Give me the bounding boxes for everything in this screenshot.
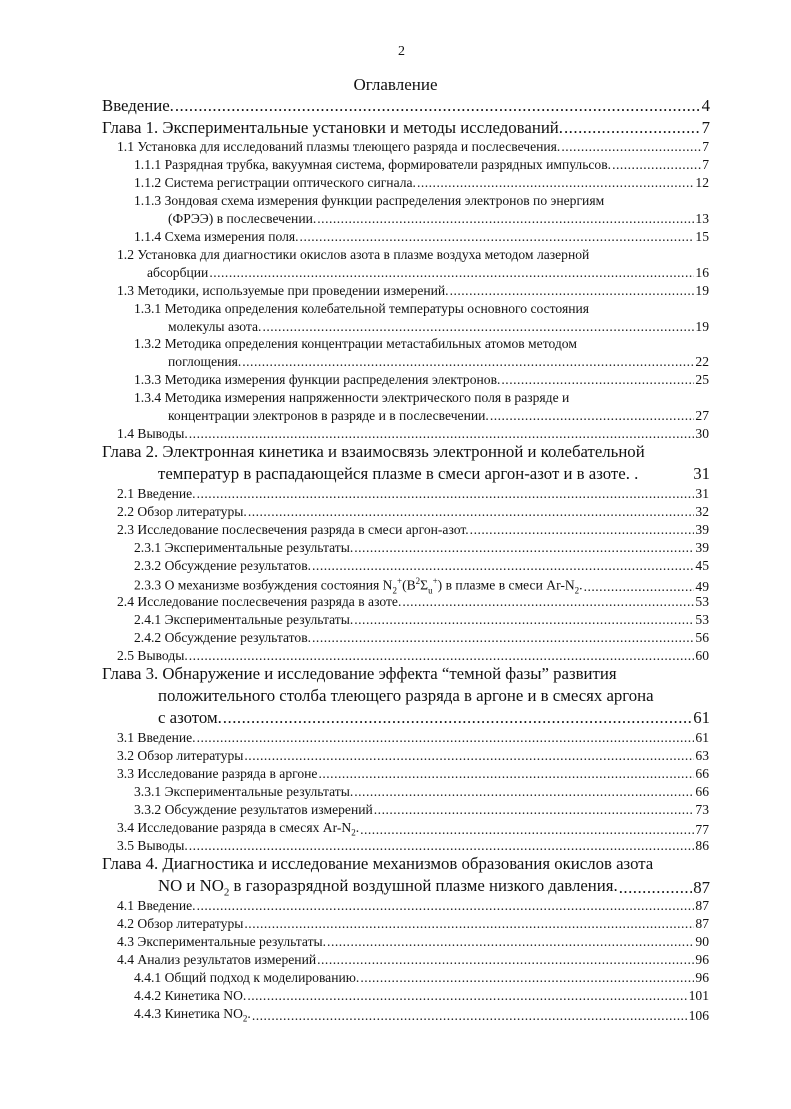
- dot-leader: [612, 157, 701, 173]
- toc-entry-page: 31: [695, 486, 709, 501]
- subscript: 2: [392, 585, 397, 596]
- toc-entry-4-4-2[interactable]: [134, 988, 709, 1004]
- label-text: ) в плазме в смеси Ar-N: [437, 577, 575, 593]
- toc-entry-4-4-1[interactable]: [134, 970, 709, 986]
- dot-leader: [312, 558, 694, 574]
- toc-entry-label: 1.4 Выводы.: [117, 426, 188, 441]
- toc-entry-page: 39: [695, 522, 709, 537]
- dot-leader: [197, 486, 695, 502]
- toc-entry-label: [134, 576, 583, 595]
- toc-entry-4-3[interactable]: [117, 934, 709, 950]
- toc-entry-page: 61: [693, 708, 710, 727]
- toc-entry-chapter-4-line1[interactable]: [102, 854, 710, 874]
- dot-leader: [189, 838, 695, 854]
- toc-entry-2-4[interactable]: [117, 594, 709, 610]
- toc-entry-label: 1.3.1 Методика определения колебательной температуры основного состояния: [134, 301, 590, 316]
- toc-entry-chapter-1[interactable]: [102, 118, 710, 138]
- dot-leader: [318, 766, 694, 782]
- toc-entry-page: 39: [695, 540, 709, 555]
- toc-entry-page: 32: [695, 504, 709, 519]
- toc-entry-label: 4.4.1 Общий подход к моделированию.: [134, 970, 360, 985]
- toc-entry-1-2-line2[interactable]: [147, 265, 709, 281]
- subscript: 2: [242, 1013, 248, 1024]
- label-text: в газоразрядной воздушной плазме низкого давления.: [229, 876, 618, 895]
- toc-entry-page: 13: [695, 211, 709, 226]
- subscript: 2: [223, 886, 230, 899]
- dot-leader: [197, 898, 695, 914]
- toc-entry-label: [158, 876, 618, 898]
- toc-entry-label: 1.1 Установка для исследований плазмы тлеющего разряда и послесвечения.: [117, 139, 561, 154]
- toc-entry-1-3-1-line1[interactable]: [134, 301, 709, 317]
- dot-leader: [561, 139, 701, 155]
- dot-leader: [312, 630, 694, 646]
- toc-entry-1-3-2-line2[interactable]: [168, 354, 709, 370]
- toc-entry-page: 60: [695, 648, 709, 663]
- toc-entry-label: Введение.: [102, 96, 174, 115]
- toc-entry-3-1[interactable]: [117, 730, 709, 746]
- label-text: (B: [402, 577, 416, 593]
- toc-entry-2-2[interactable]: [117, 504, 709, 520]
- dot-leader: [317, 952, 694, 968]
- toc-entry-page: 87: [695, 898, 709, 913]
- toc-entry-label: 2.3 Исследование послесвечения разряда в смеси аргон-азот.: [117, 522, 469, 537]
- toc-entry-chapter-2-line2[interactable]: [158, 464, 710, 484]
- toc-entry-1-1-4[interactable]: [134, 229, 709, 245]
- toc-entry-page: 96: [695, 952, 709, 967]
- toc-entry-page: 45: [695, 558, 709, 573]
- dot-leader: [354, 612, 694, 628]
- toc-entry-1-2-line1[interactable]: [117, 247, 709, 263]
- toc-entry-label: положительного столба тлеющего разряда в аргоне и в смесях аргона: [158, 686, 654, 705]
- toc-entry-label: 2.3.1 Экспериментальные результаты.: [134, 540, 354, 555]
- dot-leader: [374, 802, 695, 818]
- toc-entry-label: 4.2 Обзор литературы: [117, 916, 244, 931]
- toc-entry-label: 3.3.2 Обсуждение результатов измерений: [134, 802, 373, 817]
- toc-entry-page: 49: [695, 579, 709, 595]
- toc-entry-page: 53: [695, 612, 709, 627]
- toc-entry-page: 27: [695, 408, 709, 423]
- toc-entry-label: температур в распадающейся плазме в смеси аргон-азот и в азоте. .: [158, 464, 639, 483]
- toc-entry-label: 1.1.4 Схема измерения поля.: [134, 229, 299, 244]
- toc-entry-2-3-2[interactable]: [134, 558, 709, 574]
- toc-entry-label: абсорбции: [147, 265, 209, 280]
- label-text: .: [355, 820, 360, 835]
- dot-leader: [209, 265, 694, 281]
- toc-entry-label: [134, 1006, 251, 1024]
- dot-leader: [619, 878, 693, 898]
- toc-entry-page: 66: [695, 766, 709, 781]
- toc-entry-page: 15: [695, 229, 709, 244]
- superscript: +: [432, 576, 438, 586]
- dot-leader: [402, 594, 694, 610]
- toc-entry-3-4[interactable]: [117, 820, 709, 838]
- toc-entry-page: 7: [702, 157, 709, 172]
- toc-entry-label: 2.4.2 Обсуждение результатов.: [134, 630, 312, 645]
- dot-leader: [360, 970, 694, 986]
- dot-leader: [470, 522, 695, 538]
- label-text: 3.4 Исследование разряда в смесях Ar-N: [117, 820, 352, 835]
- toc-entry-chapter-2-line1[interactable]: [102, 442, 710, 462]
- toc-entry-page: 16: [695, 265, 709, 280]
- dot-leader: [490, 408, 695, 424]
- toc-entry-1-3-4-line1[interactable]: [134, 390, 709, 406]
- toc-title: Оглавление: [353, 75, 438, 94]
- toc-entry-label: Глава 3. Обнаружение и исследование эффекта “темной фазы” развития: [102, 664, 617, 683]
- dot-leader: [317, 211, 694, 227]
- toc-entry-chapter-3-line1[interactable]: [102, 664, 710, 684]
- toc-entry-label: 1.1.1 Разрядная трубка, вакуумная система, формирователи разрядных импульсов.: [134, 157, 612, 172]
- toc-entry-label: 3.3.1 Экспериментальные результаты.: [134, 784, 354, 799]
- toc-entry-label: 1.3 Методики, используемые при проведении измерений.: [117, 283, 449, 298]
- toc-entry-2-1[interactable]: [117, 486, 709, 502]
- toc-entry-3-3-1[interactable]: [134, 784, 709, 800]
- toc-entry-label: молекулы азота.: [168, 319, 262, 334]
- label-text: 2.3.3 О механизме возбуждения состояния N: [134, 577, 393, 593]
- toc-entry-1-1-1[interactable]: [134, 157, 709, 173]
- toc-entry-page: 87: [695, 916, 709, 931]
- toc-entry-page: 7: [701, 118, 710, 137]
- subscript: 2: [574, 585, 580, 596]
- toc-entry-page: 7: [702, 139, 709, 154]
- toc-entry-label: Глава 2. Электронная кинетика и взаимосвязь электронной и колебательной: [102, 442, 645, 461]
- toc-entry-label: 1.3.4 Методика измерения напряженности электрического поля в разряде и: [134, 390, 570, 405]
- dot-leader: [189, 648, 695, 664]
- toc-entry-2-3-1[interactable]: [134, 540, 709, 556]
- toc-entry-page: 86: [695, 838, 709, 853]
- toc-entry-1-3-2-line1[interactable]: [134, 336, 709, 352]
- dot-leader: [197, 730, 695, 746]
- toc-entry-label: 1.1.3 Зондовая схема измерения функции распределения электронов по энергиям: [134, 193, 605, 208]
- toc-entry-page: 101: [688, 988, 709, 1003]
- toc-entry-page: 22: [695, 354, 709, 369]
- toc-entry-1-1-3-line2[interactable]: [168, 211, 709, 227]
- toc-entry-4-4[interactable]: [117, 952, 709, 968]
- label-text: NO и NO: [158, 876, 224, 895]
- toc-entry-page: 73: [695, 802, 709, 817]
- dot-leader: [248, 504, 695, 520]
- toc-entry-2-3-3[interactable]: [134, 576, 709, 595]
- dot-leader: [242, 354, 694, 370]
- toc-entry-page: 106: [688, 1007, 709, 1023]
- toc-entry-1-3[interactable]: [117, 283, 709, 299]
- toc-entry-label: 1.1.2 Система регистрации оптического сигнала.: [134, 175, 416, 190]
- toc-entry-page: 87: [693, 878, 710, 898]
- toc-entry-label: 1.3.2 Методика определения концентрации метастабильных атомов методом: [134, 336, 577, 351]
- dot-leader: [564, 118, 701, 138]
- dot-leader: [189, 426, 695, 442]
- toc-entry-2-3[interactable]: [117, 522, 709, 538]
- dot-leader: [584, 579, 695, 595]
- toc-entry-label: 4.3 Экспериментальные результаты.: [117, 934, 327, 949]
- toc-entry-page: 25: [695, 372, 709, 387]
- subscript: u: [428, 585, 433, 596]
- toc-entry-label: 3.1 Введение.: [117, 730, 196, 745]
- dot-leader: [300, 229, 695, 245]
- toc-entry-label: 2.2 Обзор литературы.: [117, 504, 247, 519]
- dot-leader: [501, 372, 694, 388]
- toc-entry-2-4-1[interactable]: [134, 612, 709, 628]
- dot-leader: [252, 1008, 688, 1024]
- toc-entry-label: 1.2 Установка для диагностики окислов азота в плазме воздуха методом лазерной: [117, 247, 590, 262]
- toc-entry-page: 63: [695, 748, 709, 763]
- label-text: Σ: [420, 577, 429, 593]
- toc-entry-label: Глава 4. Диагностика и исследование механизмов образования окислов азота: [102, 854, 654, 873]
- toc-entry-1-4[interactable]: [117, 426, 709, 442]
- toc-entry-page: 30: [695, 426, 709, 441]
- dot-leader: [354, 540, 694, 556]
- toc-entry-label: поглощения.: [168, 354, 242, 369]
- toc-entry-1-1-2[interactable]: [134, 175, 709, 191]
- toc-entry-2-4-2[interactable]: [134, 630, 709, 646]
- dot-leader: [262, 319, 694, 335]
- dot-leader: [244, 748, 694, 764]
- toc-entry-label: 2.5 Выводы.: [117, 648, 188, 663]
- toc-entry-chapter-4-line2[interactable]: [158, 876, 710, 898]
- label-text: .: [247, 1006, 251, 1021]
- toc-entry-label: (ФРЭЭ) в послесвечении.: [168, 211, 317, 226]
- toc-entry-4-2[interactable]: [117, 916, 709, 932]
- toc-entry-label: 4.1 Введение.: [117, 898, 196, 913]
- toc-entry-label: 3.2 Обзор литературы: [117, 748, 244, 763]
- toc-entry-page: 12: [695, 175, 709, 190]
- toc-entry-1-1[interactable]: [117, 139, 709, 155]
- toc-entry-chapter-3-line3[interactable]: [158, 708, 710, 728]
- superscript: 2: [415, 576, 421, 586]
- toc-entry-label: концентрации электронов в разряде и в послесвечении.: [168, 408, 489, 423]
- toc-entry-chapter-3-line2[interactable]: [158, 686, 710, 706]
- toc-entry-2-5[interactable]: [117, 648, 709, 664]
- label-text: .: [579, 577, 583, 593]
- toc-entry-label: [117, 820, 359, 838]
- toc-entry-4-1[interactable]: [117, 898, 709, 914]
- toc-entry-page: 19: [695, 319, 709, 334]
- toc-entry-label: Глава 1. Экспериментальные установки и методы исследований.: [102, 118, 563, 137]
- toc-entry-page: 53: [695, 594, 709, 609]
- toc-entry-page: 90: [695, 934, 709, 949]
- dot-leader: [175, 96, 701, 116]
- toc-entry-label: 3.5 Выводы.: [117, 838, 188, 853]
- toc-entry-label: с азотом.: [158, 708, 222, 727]
- toc-entry-1-3-4-line2[interactable]: [168, 408, 709, 424]
- toc-entry-page: 19: [695, 283, 709, 298]
- toc-entry-page: 4: [701, 96, 710, 115]
- toc-entry-label: 2.4 Исследование послесвечения разряда в азоте.: [117, 594, 402, 609]
- toc-entry-1-1-3-line1[interactable]: [134, 193, 709, 209]
- superscript: +: [397, 576, 403, 586]
- dot-leader: [360, 822, 694, 838]
- toc-entry-page: 96: [695, 970, 709, 985]
- toc-entry-3-3[interactable]: [117, 766, 709, 782]
- toc-entry-3-2[interactable]: [117, 748, 709, 764]
- toc-entry-page: 61: [695, 730, 709, 745]
- dot-leader: [244, 916, 694, 932]
- dot-leader: [327, 934, 694, 950]
- toc-entry-label: 2.4.1 Экспериментальные результаты.: [134, 612, 354, 627]
- toc-entry-label: 2.3.2 Обсуждение результатов.: [134, 558, 312, 573]
- toc-entry-label: 1.3.3 Методика измерения функции распределения электронов.: [134, 372, 501, 387]
- toc-entry-1-3-1-line2[interactable]: [168, 319, 709, 335]
- toc-entry-label: 4.4 Анализ результатов измерений: [117, 952, 317, 967]
- toc-entry-label: 4.4.2 Кинетика NO.: [134, 988, 247, 1003]
- toc-entry-page: 56: [695, 630, 709, 645]
- label-text: 4.4.3 Кинетика NO: [134, 1006, 243, 1021]
- dot-leader: [247, 988, 687, 1004]
- toc-entry-page: 66: [695, 784, 709, 799]
- toc-entry-label: 3.3 Исследование разряда в аргоне: [117, 766, 318, 781]
- toc-entry-page: 77: [695, 821, 709, 837]
- toc-entry-3-3-2[interactable]: [134, 802, 709, 818]
- toc-entry-label: 2.1 Введение.: [117, 486, 196, 501]
- subscript: 2: [351, 827, 356, 838]
- dot-leader: [354, 784, 694, 800]
- toc-entry-3-5[interactable]: [117, 838, 709, 854]
- page-number: 2: [398, 44, 405, 59]
- toc-entry-4-4-3[interactable]: [134, 1006, 709, 1024]
- toc-entry-page: 31: [693, 464, 710, 483]
- toc-entry-intro[interactable]: [102, 96, 710, 116]
- dot-leader: [417, 175, 694, 191]
- dot-leader: [223, 708, 692, 728]
- dot-leader: [450, 283, 695, 299]
- toc-entry-1-3-3[interactable]: [134, 372, 709, 388]
